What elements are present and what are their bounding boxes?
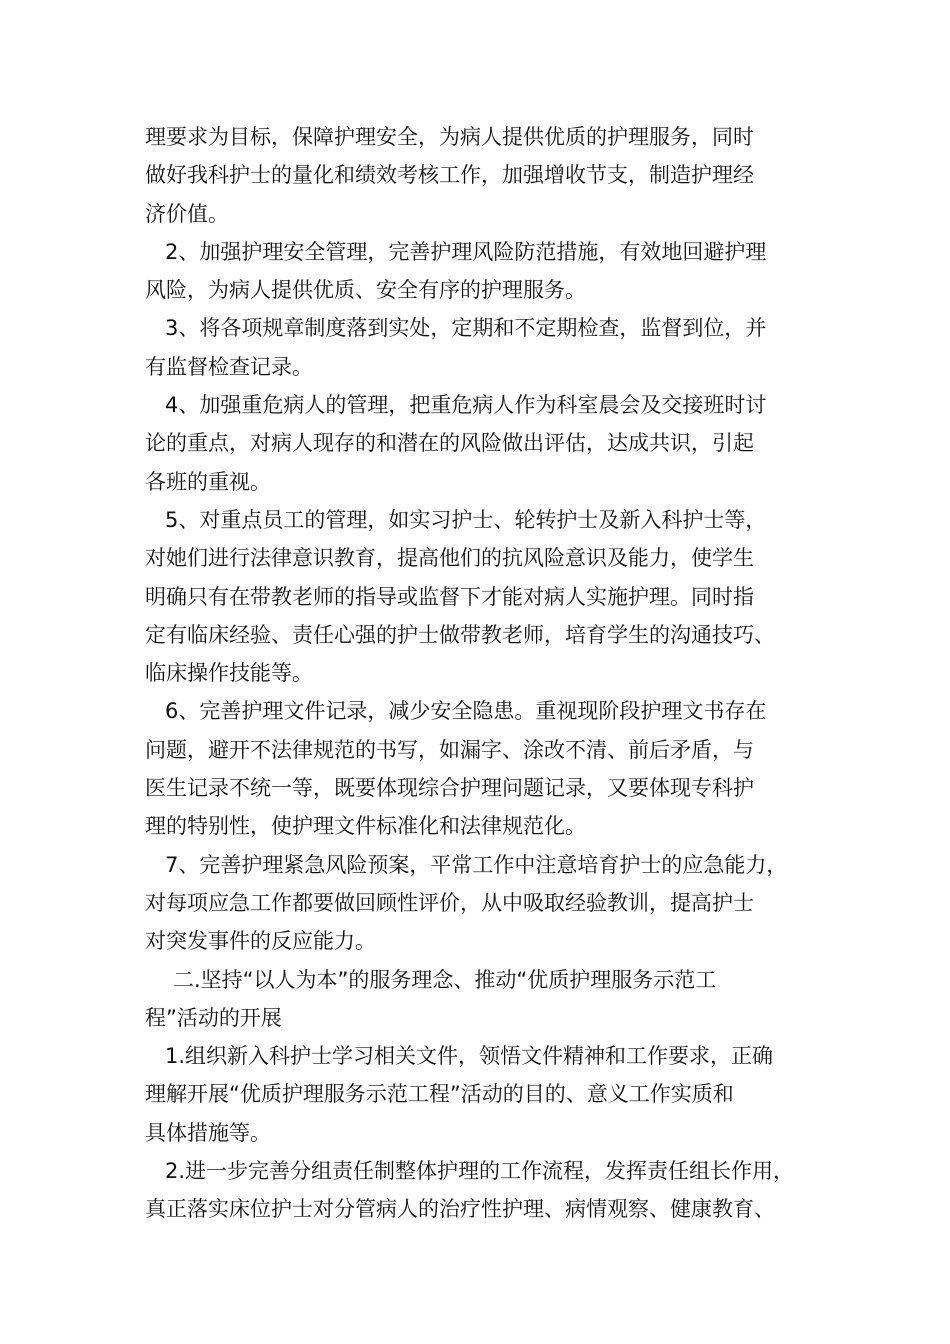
text-line: 2.进一步完善分组责任制整体护理的工作流程，发挥责任组长作用， bbox=[165, 1159, 795, 1184]
text-line: 问题，避开不法律规范的书写，如漏字、涂改不清、前后矛盾，与 bbox=[145, 737, 754, 762]
text-line: 真正落实床位护士对分管病人的治疗性护理、病情观察、健康教育、 bbox=[145, 1197, 775, 1222]
text-line: 1.组织新入科护士学习相关文件，领悟文件精神和工作要求，正确 bbox=[165, 1044, 774, 1069]
text-line: 理解开展“优质护理服务示范工程”活动的目的、意义工作实质和 bbox=[145, 1082, 734, 1107]
text-line: 具体措施等。 bbox=[145, 1120, 271, 1145]
text-line: 2、加强护理安全管理，完善护理风险防范措施，有效地回避护理 bbox=[165, 239, 767, 264]
text-line: 对她们进行法律意识教育，提高他们的抗风险意识及能力，使学生 bbox=[145, 546, 754, 571]
text-line: 论的重点，对病人现存的和潜在的风险做出评估，达成共识，引起 bbox=[145, 431, 754, 456]
text-line: 有监督检查记录。 bbox=[145, 354, 313, 379]
text-line: 4、加强重危病人的管理，把重危病人作为科室晨会及交接班时讨 bbox=[165, 393, 767, 418]
text-line: 风险，为病人提供优质、安全有序的护理服务。 bbox=[145, 278, 586, 303]
text-line: 临床操作技能等。 bbox=[145, 661, 313, 686]
text-line: 明确只有在带教老师的指导或监督下才能对病人实施护理。同时指 bbox=[145, 584, 754, 609]
text-line: 各班的重视。 bbox=[145, 469, 271, 494]
text-line: 理要求为目标，保障护理安全，为病人提供优质的护理服务，同时 bbox=[145, 125, 754, 149]
document-body bbox=[145, 118, 835, 1229]
text-line: 3、将各项规章制度落到实处，定期和不定期检查，监督到位，并 bbox=[165, 316, 767, 341]
text-line: 5、对重点员工的管理，如实习护士、轮转护士及新入科护士等， bbox=[165, 507, 767, 532]
text-line: 程”活动的开展 bbox=[145, 1005, 282, 1030]
text-line: 济价值。 bbox=[145, 201, 229, 226]
text-line: 对每项应急工作都要做回顾性评价，从中吸取经验教训，提高护士 bbox=[145, 890, 754, 915]
text-line: 医生记录不统一等，既要体现综合护理问题记录，又要体现专科护 bbox=[145, 776, 754, 801]
text-line: 理的特别性，使护理文件标准化和法律规范化。 bbox=[145, 814, 586, 839]
text-line: 7、完善护理紧急风险预案，平常工作中注意培育护士的应急能力， bbox=[165, 852, 788, 877]
text-line: 定有临床经验、责任心强的护士做带教老师，培育学生的沟通技巧、 bbox=[145, 622, 775, 647]
text-line: 6、完善护理文件记录，减少安全隐患。重视现阶段护理文书存在 bbox=[165, 699, 767, 724]
text-line: 二.坚持“以人为本”的服务理念、推动“优质护理服务示范工 bbox=[173, 967, 717, 992]
text-line: 做好我科护士的量化和绩效考核工作，加强增收节支，制造护理经 bbox=[145, 163, 754, 188]
text-line: 对突发事件的反应能力。 bbox=[145, 929, 376, 954]
